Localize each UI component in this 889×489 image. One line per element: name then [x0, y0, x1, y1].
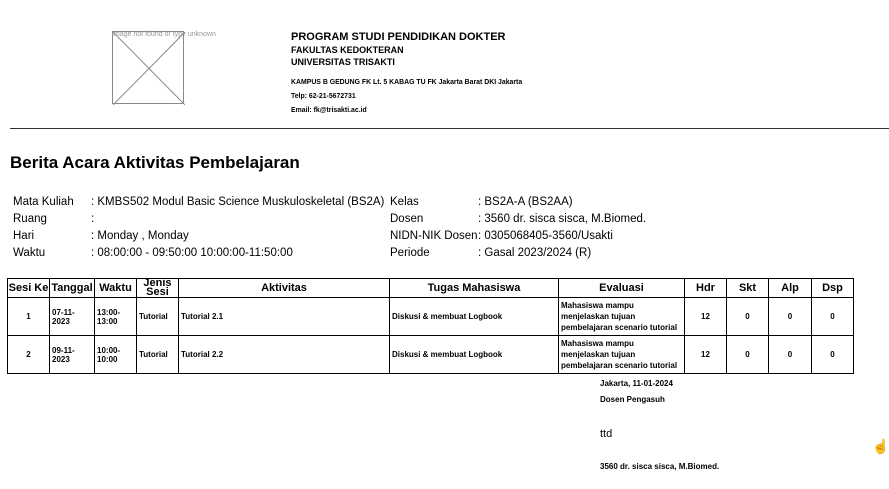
- col-header: Dsp: [812, 279, 854, 298]
- col-header: Aktivitas: [179, 279, 390, 298]
- cell-evaluasi: Mahasiswa mampu menjelaskan tujuan pembelajaran scenario tutorial: [559, 336, 685, 374]
- cell-waktu: 13:00-13:00: [95, 298, 137, 336]
- info-value: : 0305068405-3560/Usakti: [478, 230, 613, 242]
- col-header: Evaluasi: [559, 279, 685, 298]
- table-header-row: [8, 279, 854, 298]
- info-left: [13, 194, 384, 262]
- signer-role: Dosen Pengasuh: [600, 395, 665, 404]
- page-title: Berita Acara Aktivitas Pembelajaran: [10, 153, 300, 172]
- info-right: [390, 194, 646, 262]
- header-divider: [10, 128, 889, 129]
- hand-cursor-icon: ☝: [872, 438, 889, 454]
- info-value: :: [91, 213, 95, 225]
- institution-header: [291, 30, 542, 117]
- phone: Telp: 62-21-5672731: [291, 91, 356, 100]
- activity-table: [7, 278, 854, 374]
- info-label: Waktu: [13, 247, 46, 259]
- cell-waktu: 10:00-10:00: [95, 336, 137, 374]
- cell-tanggal: 07-11-2023: [50, 298, 95, 336]
- info-label: Ruang: [13, 213, 47, 225]
- col-header: Skt: [727, 279, 769, 298]
- broken-image-icon: [113, 32, 185, 105]
- cell-dsp: 0: [812, 336, 854, 374]
- program-name: PROGRAM STUDI PENDIDIKAN DOKTER: [291, 31, 506, 43]
- col-header: Tanggal: [50, 279, 95, 298]
- cell-tugas: Diskusi & membuat Logbook: [390, 336, 559, 374]
- table-row: [8, 336, 854, 374]
- cell-alp: 0: [769, 298, 812, 336]
- cell-evaluasi: Mahasiswa mampu menjelaskan tujuan pembelajaran scenario tutorial: [559, 298, 685, 336]
- info-value: : BS2A-A (BS2AA): [478, 196, 573, 208]
- info-label: Dosen: [390, 213, 424, 225]
- col-header: Alp: [769, 279, 812, 298]
- col-header: Jenis Sesi: [137, 279, 179, 298]
- col-header: Sesi Ke: [8, 279, 50, 298]
- col-header: Tugas Mahasiswa: [390, 279, 559, 298]
- cell-alp: 0: [769, 336, 812, 374]
- cell-sesi: 2: [8, 336, 50, 374]
- cell-jenis: Tutorial: [137, 298, 179, 336]
- cell-skt: 0: [727, 298, 769, 336]
- info-label: Hari: [13, 230, 35, 242]
- info-value: : Gasal 2023/2024 (R): [478, 247, 592, 259]
- cell-jenis: Tutorial: [137, 336, 179, 374]
- info-label: Mata Kuliah: [13, 196, 74, 208]
- info-label: Kelas: [390, 196, 419, 208]
- cell-aktivitas: Tutorial 2.2: [179, 336, 390, 374]
- cell-tanggal: 09-11-2023: [50, 336, 95, 374]
- info-label: NIDN-NIK Dosen: [390, 230, 478, 242]
- cell-aktivitas: Tutorial 2.1: [179, 298, 390, 336]
- address: KAMPUS B GEDUNG FK Lt. 5 KABAG TU FK Jakarta Barat DKI Jakarta: [291, 77, 523, 86]
- cell-dsp: 0: [812, 298, 854, 336]
- logo-placeholder: [112, 31, 184, 104]
- cell-tugas: Diskusi & membuat Logbook: [390, 298, 559, 336]
- cell-hdr: 12: [685, 336, 727, 374]
- place-date: Jakarta, 11-01-2024: [600, 379, 673, 388]
- cell-sesi: 1: [8, 298, 50, 336]
- university-name: UNIVERSITAS TRISAKTI: [291, 57, 395, 67]
- cell-hdr: 12: [685, 298, 727, 336]
- info-value: : 3560 dr. sisca sisca, M.Biomed.: [478, 213, 647, 225]
- table-row: [8, 298, 854, 336]
- info-label: Periode: [390, 247, 430, 259]
- email: Email: fk@trisakti.ac.id: [291, 105, 367, 114]
- signature-ttd: ttd: [600, 428, 613, 440]
- signer-name: 3560 dr. sisca sisca, M.Biomed.: [600, 462, 720, 471]
- info-value: : Monday , Monday: [91, 230, 189, 242]
- faculty-name: FAKULTAS KEDOKTERAN: [291, 45, 404, 55]
- logo-alt-text: Image not found or type unknown: [112, 31, 216, 38]
- info-value: : 08:00:00 - 09:50:00 10:00:00-11:50:00: [91, 247, 293, 259]
- info-value: : KMBS502 Modul Basic Science Muskuloskeletal (BS2A): [91, 196, 385, 208]
- cell-skt: 0: [727, 336, 769, 374]
- col-header: Waktu: [95, 279, 137, 298]
- col-header: Hdr: [685, 279, 727, 298]
